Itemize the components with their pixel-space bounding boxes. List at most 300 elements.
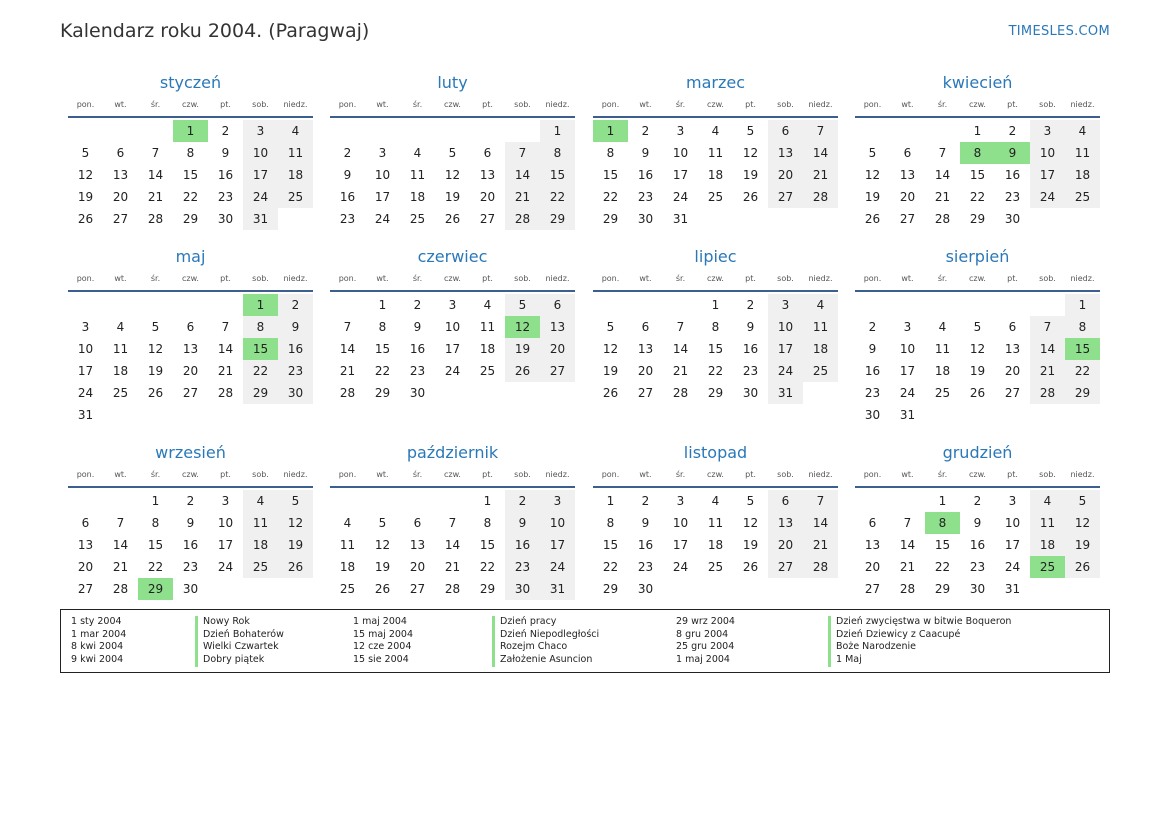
weekday-label: niedz. bbox=[808, 470, 833, 479]
day-cell: 13 bbox=[637, 342, 654, 356]
weekday-label: pt. bbox=[482, 100, 493, 109]
day-cell: 26 bbox=[278, 556, 313, 578]
weekday-label: pon. bbox=[338, 274, 357, 283]
day-cell: 3 bbox=[768, 294, 803, 316]
day-cell: 25 bbox=[803, 360, 838, 382]
month-name: październik bbox=[406, 443, 499, 462]
day-cell: 1 bbox=[483, 494, 492, 508]
day-cell: 9 bbox=[746, 320, 755, 334]
day-cell: 23 bbox=[864, 386, 881, 400]
day-cell: 8 bbox=[1065, 316, 1100, 338]
day-cell: 30 bbox=[864, 408, 881, 422]
day-cell: 2 bbox=[186, 494, 195, 508]
day-cell: 2 bbox=[413, 298, 422, 312]
weekday-label: niedz. bbox=[808, 100, 833, 109]
holiday-date: 25 gru 2004 bbox=[676, 641, 735, 653]
day-cell: 26 bbox=[444, 212, 461, 226]
day-cell: 3 bbox=[540, 490, 575, 512]
day-cell: 12 bbox=[444, 168, 461, 182]
day-empty bbox=[400, 490, 435, 512]
day-cell: 30 bbox=[182, 582, 199, 596]
day-cell: 4 bbox=[116, 320, 125, 334]
day-cell: 30 bbox=[969, 582, 986, 596]
day-cell: 18 bbox=[1030, 534, 1065, 556]
day-cell: 29 bbox=[479, 582, 496, 596]
day-cell: 13 bbox=[899, 168, 916, 182]
day-cell: 14 bbox=[217, 342, 234, 356]
day-cell: 12 bbox=[147, 342, 164, 356]
weekday-label: sob. bbox=[777, 470, 794, 479]
month-calendar bbox=[330, 72, 575, 230]
weekday-label: niedz. bbox=[808, 274, 833, 283]
day-cell: 31 bbox=[899, 408, 916, 422]
day-cell: 22 bbox=[147, 560, 164, 574]
day-cell: 26 bbox=[1065, 556, 1100, 578]
day-cell: 6 bbox=[540, 294, 575, 316]
month-calendar bbox=[330, 442, 575, 600]
weekday-label: sob. bbox=[514, 470, 531, 479]
day-cell: 14 bbox=[934, 168, 951, 182]
days-grid bbox=[330, 294, 575, 404]
holidays-legend bbox=[60, 609, 1110, 673]
day-empty bbox=[330, 294, 365, 316]
day-cell: 28 bbox=[444, 582, 461, 596]
day-cell: 20 bbox=[899, 190, 916, 204]
day-cell: 1 bbox=[378, 298, 387, 312]
weekday-label: czw. bbox=[707, 100, 724, 109]
month-calendar bbox=[855, 72, 1100, 230]
days-grid bbox=[593, 294, 838, 404]
holiday-date: 1 maj 2004 bbox=[676, 654, 730, 666]
day-cell: 19 bbox=[147, 364, 164, 378]
day-empty bbox=[663, 294, 698, 316]
month-calendar bbox=[68, 442, 313, 600]
month-name: luty bbox=[437, 73, 468, 92]
holiday-date: 8 kwi 2004 bbox=[71, 641, 124, 653]
day-empty bbox=[995, 294, 1030, 316]
day-cell: 25 bbox=[339, 582, 356, 596]
day-cell: 4 bbox=[711, 124, 720, 138]
day-cell: 14 bbox=[803, 142, 838, 164]
day-cell: 26 bbox=[77, 212, 94, 226]
day-cell: 11 bbox=[409, 168, 426, 182]
day-cell: 31 bbox=[672, 212, 689, 226]
day-cell: 3 bbox=[676, 494, 685, 508]
day-empty bbox=[68, 294, 103, 316]
month-name: grudzień bbox=[942, 443, 1013, 462]
day-cell: 11 bbox=[1030, 512, 1065, 534]
weekday-label: pt. bbox=[745, 274, 756, 283]
day-cell: 10 bbox=[768, 316, 803, 338]
day-cell: 29 bbox=[182, 212, 199, 226]
day-cell: 27 bbox=[1004, 386, 1021, 400]
day-cell: 20 bbox=[864, 560, 881, 574]
day-cell: 5 bbox=[1065, 490, 1100, 512]
day-cell: 20 bbox=[112, 190, 129, 204]
month-name: listopad bbox=[683, 443, 748, 462]
weekday-label: niedz. bbox=[283, 100, 308, 109]
day-cell: 9 bbox=[973, 516, 982, 530]
day-cell: 21 bbox=[217, 364, 234, 378]
day-cell: 1 bbox=[938, 494, 947, 508]
day-cell: 12 bbox=[602, 342, 619, 356]
holiday-day: 8 bbox=[925, 512, 960, 534]
day-empty bbox=[505, 120, 540, 142]
day-cell: 27 bbox=[112, 212, 129, 226]
day-cell: 24 bbox=[540, 556, 575, 578]
weekday-header bbox=[855, 94, 1100, 118]
holiday-name: Boże Narodzenie bbox=[828, 641, 1011, 654]
day-cell: 23 bbox=[637, 190, 654, 204]
month-name: marzec bbox=[685, 73, 745, 92]
weekday-label: czw. bbox=[444, 100, 461, 109]
day-cell: 16 bbox=[742, 342, 759, 356]
day-cell: 6 bbox=[413, 516, 422, 530]
weekday-label: czw. bbox=[969, 274, 986, 283]
day-cell: 23 bbox=[505, 556, 540, 578]
day-cell: 29 bbox=[969, 212, 986, 226]
day-cell: 20 bbox=[409, 560, 426, 574]
day-empty bbox=[628, 294, 663, 316]
holiday-names-column bbox=[492, 616, 599, 667]
day-cell: 16 bbox=[969, 538, 986, 552]
holiday-date: 9 kwi 2004 bbox=[71, 654, 124, 666]
day-cell: 30 bbox=[217, 212, 234, 226]
day-cell: 6 bbox=[768, 120, 803, 142]
day-cell: 29 bbox=[707, 386, 724, 400]
day-cell: 9 bbox=[413, 320, 422, 334]
day-cell: 17 bbox=[444, 342, 461, 356]
weekday-label: pt. bbox=[482, 274, 493, 283]
month-calendar bbox=[593, 72, 838, 230]
holiday-name: Dzień pracy bbox=[492, 616, 599, 629]
day-cell: 19 bbox=[77, 190, 94, 204]
days-grid bbox=[68, 490, 313, 600]
weekday-label: sob. bbox=[1039, 470, 1056, 479]
day-cell: 9 bbox=[221, 146, 230, 160]
weekday-label: niedz. bbox=[283, 274, 308, 283]
day-cell: 17 bbox=[374, 190, 391, 204]
day-cell: 26 bbox=[374, 582, 391, 596]
day-cell: 18 bbox=[934, 364, 951, 378]
day-cell: 30 bbox=[278, 382, 313, 404]
day-cell: 29 bbox=[243, 382, 278, 404]
day-cell: 24 bbox=[672, 560, 689, 574]
day-cell: 24 bbox=[768, 360, 803, 382]
weekday-label: czw. bbox=[969, 100, 986, 109]
day-cell: 24 bbox=[899, 386, 916, 400]
day-cell: 25 bbox=[479, 364, 496, 378]
day-cell: 6 bbox=[1008, 320, 1017, 334]
weekday-header bbox=[330, 268, 575, 292]
weekday-label: sob. bbox=[252, 100, 269, 109]
day-empty bbox=[68, 120, 103, 142]
month-calendar bbox=[855, 246, 1100, 426]
month-calendar bbox=[593, 246, 838, 404]
day-cell: 26 bbox=[742, 560, 759, 574]
holiday-day: 25 bbox=[1030, 556, 1065, 578]
day-cell: 7 bbox=[343, 320, 352, 334]
day-cell: 11 bbox=[803, 316, 838, 338]
day-cell: 17 bbox=[243, 164, 278, 186]
day-cell: 5 bbox=[746, 494, 755, 508]
day-cell: 14 bbox=[672, 342, 689, 356]
day-empty bbox=[330, 120, 365, 142]
day-cell: 29 bbox=[1065, 382, 1100, 404]
day-cell: 5 bbox=[746, 124, 755, 138]
day-cell: 19 bbox=[505, 338, 540, 360]
weekday-label: czw. bbox=[182, 470, 199, 479]
day-cell: 23 bbox=[182, 560, 199, 574]
weekday-label: śr. bbox=[412, 274, 423, 283]
day-cell: 13 bbox=[77, 538, 94, 552]
weekday-header bbox=[855, 464, 1100, 488]
day-empty bbox=[173, 294, 208, 316]
day-cell: 4 bbox=[1030, 490, 1065, 512]
day-cell: 17 bbox=[672, 538, 689, 552]
day-cell: 13 bbox=[182, 342, 199, 356]
days-grid bbox=[855, 294, 1100, 426]
weekday-label: pon. bbox=[338, 100, 357, 109]
day-cell: 30 bbox=[1004, 212, 1021, 226]
day-cell: 6 bbox=[868, 516, 877, 530]
day-cell: 27 bbox=[899, 212, 916, 226]
day-cell: 25 bbox=[243, 556, 278, 578]
day-cell: 6 bbox=[116, 146, 125, 160]
day-cell: 14 bbox=[444, 538, 461, 552]
day-cell: 8 bbox=[378, 320, 387, 334]
day-cell: 31 bbox=[77, 408, 94, 422]
day-cell: 7 bbox=[151, 146, 160, 160]
brand-link[interactable]: TIMESLES.COM bbox=[1008, 24, 1110, 39]
weekday-label: sob. bbox=[1039, 274, 1056, 283]
day-cell: 11 bbox=[339, 538, 356, 552]
day-cell: 5 bbox=[278, 490, 313, 512]
month-name: styczeń bbox=[159, 73, 222, 92]
weekday-label: wt. bbox=[639, 100, 652, 109]
day-cell: 9 bbox=[641, 146, 650, 160]
weekday-label: niedz. bbox=[1070, 470, 1095, 479]
day-cell: 16 bbox=[339, 190, 356, 204]
day-cell: 14 bbox=[899, 538, 916, 552]
day-cell: 22 bbox=[969, 190, 986, 204]
day-cell: 5 bbox=[151, 320, 160, 334]
day-cell: 23 bbox=[278, 360, 313, 382]
day-cell: 8 bbox=[540, 142, 575, 164]
day-cell: 21 bbox=[505, 186, 540, 208]
weekday-label: czw. bbox=[444, 470, 461, 479]
day-cell: 28 bbox=[934, 212, 951, 226]
day-empty bbox=[103, 294, 138, 316]
day-cell: 3 bbox=[378, 146, 387, 160]
day-cell: 24 bbox=[672, 190, 689, 204]
day-cell: 7 bbox=[505, 142, 540, 164]
day-cell: 7 bbox=[221, 320, 230, 334]
day-cell: 6 bbox=[81, 516, 90, 530]
day-cell: 21 bbox=[934, 190, 951, 204]
holiday-day: 1 bbox=[593, 120, 628, 142]
weekday-header bbox=[593, 94, 838, 118]
day-cell: 18 bbox=[243, 534, 278, 556]
day-cell: 5 bbox=[378, 516, 387, 530]
day-cell: 27 bbox=[479, 212, 496, 226]
weekday-header bbox=[593, 464, 838, 488]
day-cell: 4 bbox=[711, 494, 720, 508]
day-cell: 26 bbox=[505, 360, 540, 382]
day-cell: 26 bbox=[742, 190, 759, 204]
holiday-name: Dzień Niepodległości bbox=[492, 629, 599, 642]
weekday-header bbox=[68, 268, 313, 292]
day-cell: 8 bbox=[243, 316, 278, 338]
day-cell: 7 bbox=[938, 146, 947, 160]
day-cell: 17 bbox=[540, 534, 575, 556]
day-cell: 26 bbox=[969, 386, 986, 400]
day-cell: 8 bbox=[186, 146, 195, 160]
day-cell: 24 bbox=[217, 560, 234, 574]
day-cell: 16 bbox=[637, 538, 654, 552]
day-cell: 11 bbox=[707, 146, 724, 160]
day-cell: 11 bbox=[707, 516, 724, 530]
day-cell: 20 bbox=[637, 364, 654, 378]
day-cell: 14 bbox=[1030, 338, 1065, 360]
day-empty bbox=[1030, 294, 1065, 316]
day-cell: 27 bbox=[540, 360, 575, 382]
day-cell: 19 bbox=[969, 364, 986, 378]
day-cell: 17 bbox=[77, 364, 94, 378]
day-cell: 30 bbox=[505, 578, 540, 600]
day-cell: 22 bbox=[182, 190, 199, 204]
day-cell: 4 bbox=[278, 120, 313, 142]
day-cell: 14 bbox=[339, 342, 356, 356]
day-cell: 4 bbox=[343, 516, 352, 530]
day-cell: 15 bbox=[934, 538, 951, 552]
day-cell: 5 bbox=[973, 320, 982, 334]
weekday-label: wt. bbox=[376, 100, 389, 109]
day-cell: 7 bbox=[676, 320, 685, 334]
day-cell: 20 bbox=[479, 190, 496, 204]
day-cell: 18 bbox=[278, 164, 313, 186]
day-cell: 5 bbox=[448, 146, 457, 160]
days-grid bbox=[855, 120, 1100, 230]
day-cell: 25 bbox=[707, 560, 724, 574]
day-cell: 27 bbox=[768, 186, 803, 208]
day-cell: 10 bbox=[217, 516, 234, 530]
weekday-label: pon. bbox=[863, 470, 882, 479]
days-grid bbox=[855, 490, 1100, 600]
day-cell: 28 bbox=[147, 212, 164, 226]
day-cell: 6 bbox=[186, 320, 195, 334]
day-cell: 24 bbox=[77, 386, 94, 400]
day-cell: 27 bbox=[77, 582, 94, 596]
day-cell: 31 bbox=[1004, 582, 1021, 596]
day-cell: 27 bbox=[637, 386, 654, 400]
holiday-date: 1 maj 2004 bbox=[353, 616, 407, 627]
day-cell: 10 bbox=[672, 146, 689, 160]
day-cell: 17 bbox=[217, 538, 234, 552]
day-cell: 10 bbox=[77, 342, 94, 356]
day-empty bbox=[890, 294, 925, 316]
day-cell: 30 bbox=[409, 386, 426, 400]
weekday-label: śr. bbox=[675, 274, 686, 283]
day-cell: 11 bbox=[243, 512, 278, 534]
day-cell: 29 bbox=[602, 582, 619, 596]
day-cell: 21 bbox=[899, 560, 916, 574]
day-cell: 18 bbox=[112, 364, 129, 378]
day-cell: 4 bbox=[243, 490, 278, 512]
day-cell: 11 bbox=[112, 342, 129, 356]
day-cell: 28 bbox=[505, 208, 540, 230]
day-cell: 7 bbox=[1030, 316, 1065, 338]
day-empty bbox=[855, 294, 890, 316]
month-name: maj bbox=[175, 247, 206, 266]
day-cell: 3 bbox=[243, 120, 278, 142]
days-grid bbox=[68, 294, 313, 426]
weekday-label: niedz. bbox=[545, 100, 570, 109]
days-grid bbox=[68, 120, 313, 230]
weekday-label: śr. bbox=[937, 100, 948, 109]
day-empty bbox=[960, 294, 995, 316]
day-cell: 2 bbox=[746, 298, 755, 312]
day-cell: 7 bbox=[116, 516, 125, 530]
weekday-label: sob. bbox=[252, 274, 269, 283]
day-cell: 11 bbox=[1065, 142, 1100, 164]
holiday-date: 1 sty 2004 bbox=[71, 616, 122, 627]
weekday-label: sob. bbox=[514, 274, 531, 283]
day-cell: 15 bbox=[540, 164, 575, 186]
day-cell: 27 bbox=[182, 386, 199, 400]
day-cell: 3 bbox=[1030, 120, 1065, 142]
day-cell: 18 bbox=[479, 342, 496, 356]
day-cell: 15 bbox=[602, 168, 619, 182]
day-cell: 8 bbox=[483, 516, 492, 530]
holiday-dates-column bbox=[676, 616, 735, 667]
holiday-name: Dzień Dziewicy z Caacupé bbox=[828, 629, 1011, 642]
day-cell: 28 bbox=[339, 386, 356, 400]
day-cell: 19 bbox=[602, 364, 619, 378]
day-cell: 11 bbox=[934, 342, 951, 356]
day-cell: 10 bbox=[899, 342, 916, 356]
day-cell: 25 bbox=[409, 212, 426, 226]
weekday-label: pt. bbox=[1007, 274, 1018, 283]
day-cell: 29 bbox=[602, 212, 619, 226]
day-empty bbox=[400, 120, 435, 142]
weekday-label: pt. bbox=[220, 100, 231, 109]
day-cell: 2 bbox=[1008, 124, 1017, 138]
day-cell: 13 bbox=[479, 168, 496, 182]
day-cell: 19 bbox=[1065, 534, 1100, 556]
weekday-header bbox=[68, 464, 313, 488]
holiday-day: 1 bbox=[243, 294, 278, 316]
day-cell: 23 bbox=[637, 560, 654, 574]
weekday-label: wt. bbox=[639, 470, 652, 479]
day-cell: 10 bbox=[1004, 516, 1021, 530]
day-cell: 7 bbox=[803, 120, 838, 142]
day-cell: 5 bbox=[868, 146, 877, 160]
day-cell: 10 bbox=[243, 142, 278, 164]
day-cell: 15 bbox=[479, 538, 496, 552]
weekday-label: pt. bbox=[482, 470, 493, 479]
day-cell: 24 bbox=[374, 212, 391, 226]
holiday-day: 8 bbox=[960, 142, 995, 164]
day-cell: 17 bbox=[768, 338, 803, 360]
holiday-date: 8 gru 2004 bbox=[676, 628, 729, 640]
day-cell: 20 bbox=[182, 364, 199, 378]
weekday-label: wt. bbox=[901, 274, 914, 283]
day-cell: 16 bbox=[278, 338, 313, 360]
day-cell: 7 bbox=[803, 490, 838, 512]
day-cell: 22 bbox=[374, 364, 391, 378]
day-cell: 31 bbox=[540, 578, 575, 600]
